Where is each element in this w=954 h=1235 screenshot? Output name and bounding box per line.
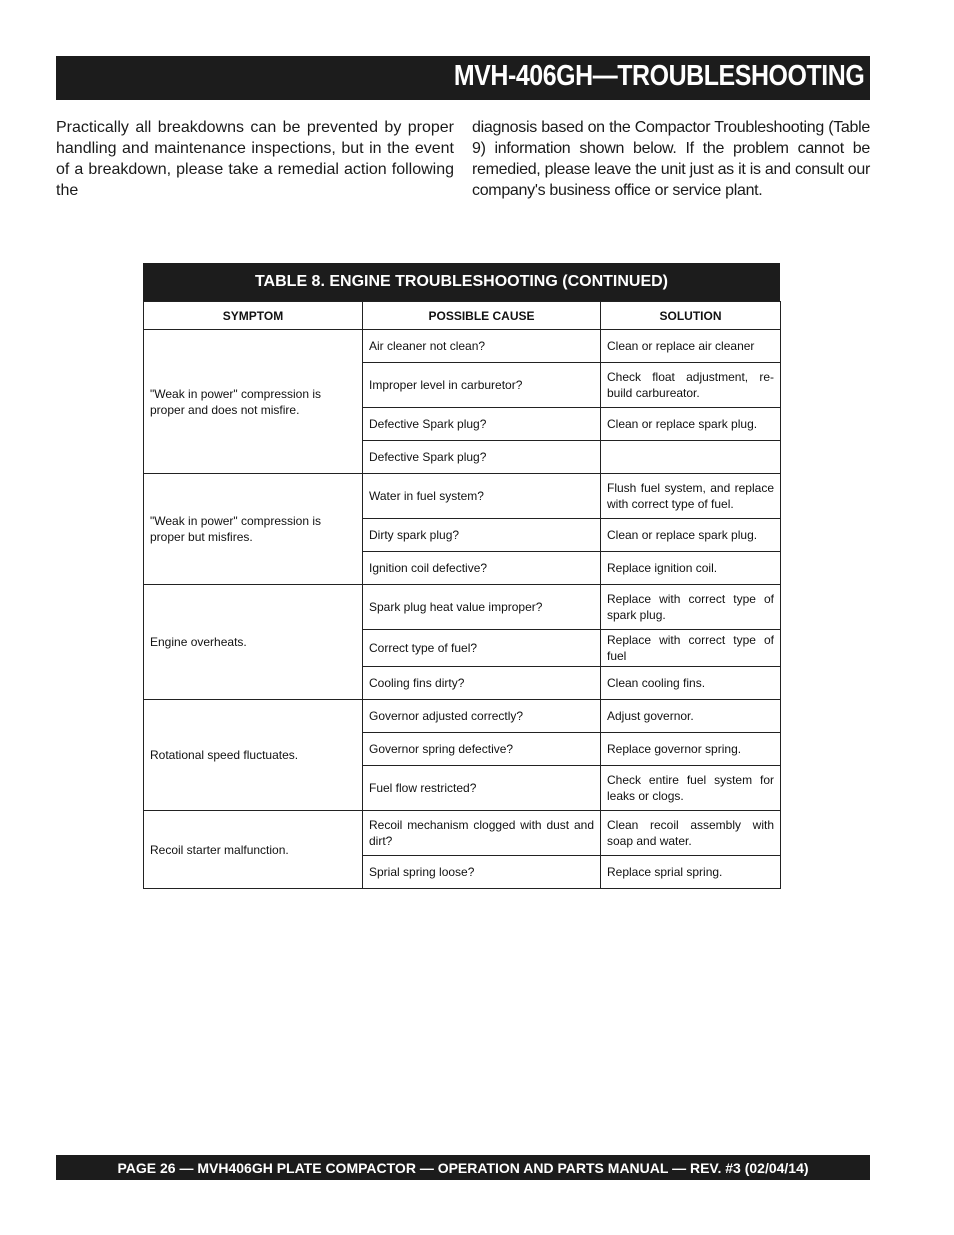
table-header-row — [144, 302, 781, 330]
table-title: TABLE 8. ENGINE TROUBLESHOOTING (CONTINUED) — [143, 263, 780, 301]
solution-cell: Adjust governor. — [601, 700, 781, 733]
solution-cell: Clean or replace air cleaner — [601, 330, 781, 363]
header-solution: SOLUTION — [601, 302, 781, 330]
cause-cell: Recoil mechanism clogged with dust and dirt? — [363, 811, 601, 856]
table-body — [144, 330, 781, 889]
symptom-cell: "Weak in power" compression is proper and does not misfire. — [144, 330, 363, 474]
table-row — [144, 474, 781, 519]
cause-cell: Governor adjusted correctly? — [363, 700, 601, 733]
solution-cell: Replace ignition coil. — [601, 552, 781, 585]
solution-cell: Flush fuel system, and replace with correct type of fuel. — [601, 474, 781, 519]
header-symptom: SYMPTOM — [144, 302, 363, 330]
cause-cell: Dirty spark plug? — [363, 519, 601, 552]
solution-cell: Replace governor spring. — [601, 733, 781, 766]
solution-cell: Replace sprial spring. — [601, 856, 781, 889]
page-title: MVH-406GH—TROUBLESHOOTING — [453, 60, 864, 92]
symptom-cell: Recoil starter malfunction. — [144, 811, 363, 889]
cause-cell: Improper level in carburetor? — [363, 363, 601, 408]
cause-cell: Ignition coil defective? — [363, 552, 601, 585]
cause-cell: Air cleaner not clean? — [363, 330, 601, 363]
header-bar — [56, 56, 870, 100]
table-row — [144, 700, 781, 733]
intro-paragraph-right: diagnosis based on the Compactor Troubleshooting (Table 9) information shown below. If the problem cannot be remedied, please leave the unit just as it is and consult our company's business office or service plant. — [472, 119, 870, 199]
symptom-cell: "Weak in power" compression is proper but misfires. — [144, 474, 363, 585]
solution-cell: Check entire fuel system for leaks or clogs. — [601, 766, 781, 811]
table-grid — [143, 301, 781, 889]
intro-paragraph-left: Practically all breakdowns can be prevented by proper handling and maintenance inspections, but in the event of a breakdown, please take a remedial action following the — [56, 119, 454, 199]
cause-cell: Governor spring defective? — [363, 733, 601, 766]
cause-cell: Fuel flow restricted? — [363, 766, 601, 811]
table-row — [144, 330, 781, 363]
cause-cell: Spark plug heat value improper? — [363, 585, 601, 630]
cause-cell: Defective Spark plug? — [363, 441, 601, 474]
solution-cell: Clean recoil assembly with soap and water. — [601, 811, 781, 856]
solution-cell: Clean or replace spark plug. — [601, 408, 781, 441]
solution-cell: Replace with correct type of spark plug. — [601, 585, 781, 630]
cause-cell: Water in fuel system? — [363, 474, 601, 519]
footer-bar — [56, 1155, 870, 1180]
table-row — [144, 585, 781, 630]
symptom-cell: Engine overheats. — [144, 585, 363, 700]
troubleshooting-table — [143, 263, 780, 889]
solution-cell — [601, 441, 781, 474]
symptom-cell: Rotational speed fluctuates. — [144, 700, 363, 811]
solution-cell: Clean or replace spark plug. — [601, 519, 781, 552]
cause-cell: Sprial spring loose? — [363, 856, 601, 889]
solution-cell: Check float adjustment, re-build carbureator. — [601, 363, 781, 408]
cause-cell: Defective Spark plug? — [363, 408, 601, 441]
header-possible-cause: POSSIBLE CAUSE — [363, 302, 601, 330]
solution-cell: Replace with correct type of fuel — [601, 630, 781, 667]
solution-cell: Clean cooling fins. — [601, 667, 781, 700]
cause-cell: Cooling fins dirty? — [363, 667, 601, 700]
footer-text: PAGE 26 — MVH406GH PLATE COMPACTOR — OPERATION AND PARTS MANUAL — REV. #3 (02/04/14) — [117, 1159, 809, 1176]
table-row — [144, 811, 781, 856]
cause-cell: Correct type of fuel? — [363, 630, 601, 667]
